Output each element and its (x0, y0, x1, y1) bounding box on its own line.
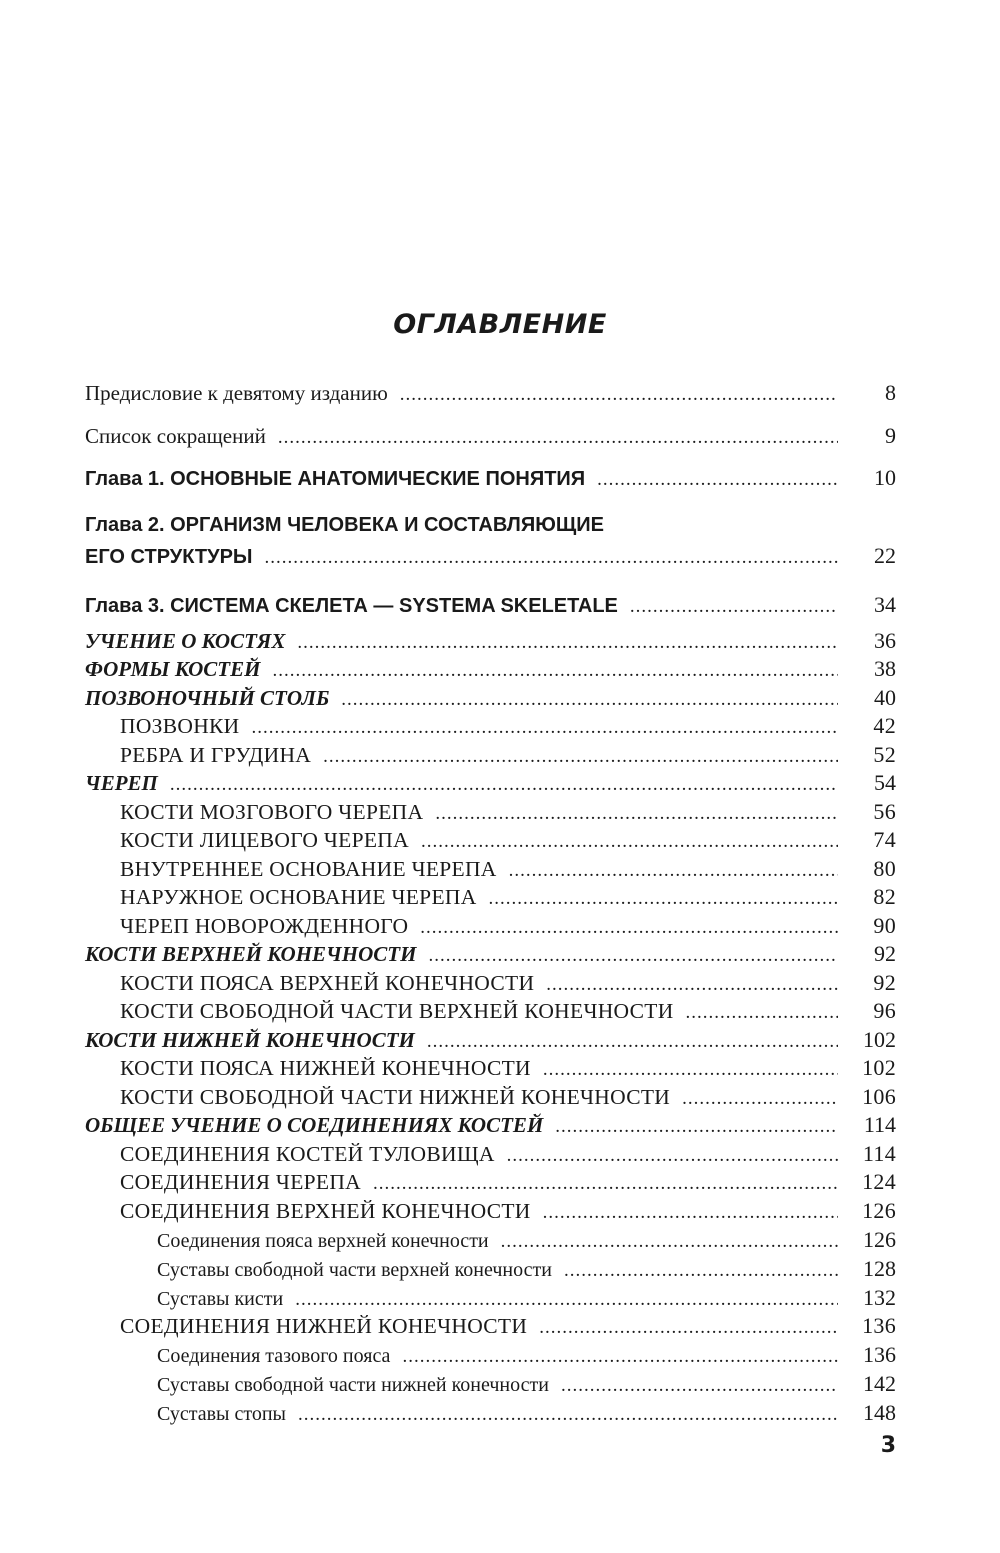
leader-dots (564, 1259, 838, 1282)
toc-entry-page: 38 (874, 656, 896, 681)
toc-entry[interactable] (0, 742, 1000, 768)
toc-entry-page: 142 (863, 1371, 896, 1396)
toc-entry[interactable] (0, 1313, 1000, 1339)
toc-entry-text: Соединения пояса верхней конечности (157, 1230, 489, 1252)
leader-dots (539, 1314, 838, 1339)
toc-entry-page: 92 (874, 941, 896, 966)
leader-dots (546, 971, 838, 996)
leader-dots (543, 1056, 838, 1081)
page-number: 3 (880, 1433, 896, 1458)
leader-dots (428, 942, 838, 967)
toc-entry-page: 114 (863, 1112, 896, 1137)
toc-entry[interactable] (0, 799, 1000, 825)
toc-entry-text: Суставы свободной части нижней конечности (157, 1374, 549, 1396)
toc-entry-page: 52 (873, 742, 896, 767)
leader-dots (272, 657, 838, 682)
toc-entry-page: 80 (873, 856, 896, 881)
leader-dots (373, 1170, 838, 1195)
toc-entry-page: 128 (863, 1256, 896, 1281)
toc-entry[interactable] (0, 884, 1000, 910)
toc-entry-text: КОСТИ СВОБОДНОЙ ЧАСТИ ВЕРХНЕЙ КОНЕЧНОСТИ (120, 999, 674, 1023)
toc-entry-text: КОСТИ ВЕРХНЕЙ КОНЕЧНОСТИ (85, 942, 417, 966)
leader-dots (561, 1374, 838, 1397)
toc-entry[interactable] (0, 1400, 1000, 1426)
toc-entry-page: 34 (874, 592, 896, 617)
toc-entry-text: СОЕДИНЕНИЯ ВЕРХНЕЙ КОНЕЧНОСТИ (120, 1199, 531, 1223)
toc-entry-chapter-2-line1[interactable]: Глава 2. ОРГАНИЗМ ЧЕЛОВЕКА И СОСТАВЛЯЮЩИЕ (85, 514, 604, 536)
toc-entry-chapter-2[interactable] (0, 543, 1000, 569)
toc-entry-text: ЧЕРЕП (85, 771, 158, 795)
toc-entry[interactable] (0, 941, 1000, 967)
leader-dots (427, 1028, 838, 1053)
toc-entry-page: 9 (885, 423, 896, 448)
leader-dots (501, 1230, 838, 1253)
toc-entry-text: КОСТИ ЛИЦЕВОГО ЧЕРЕПА (120, 828, 409, 852)
leader-dots (686, 999, 838, 1024)
leader-dots (435, 800, 838, 825)
toc-entry-text: КОСТИ НИЖНЕЙ КОНЕЧНОСТИ (85, 1028, 415, 1052)
toc-entry-page: 136 (862, 1313, 896, 1338)
toc-entry-text: КОСТИ СВОБОДНОЙ ЧАСТИ НИЖНЕЙ КОНЕЧНОСТИ (120, 1085, 671, 1109)
toc-entry-text: ЕГО СТРУКТУРЫ (85, 546, 253, 568)
toc-entry-page: 92 (873, 970, 896, 995)
toc-entry[interactable] (0, 970, 1000, 996)
toc-entry-page: 36 (874, 628, 896, 653)
leader-dots (543, 1199, 838, 1224)
toc-entry[interactable] (0, 656, 1000, 682)
toc-entry-text: СОЕДИНЕНИЯ НИЖНЕЙ КОНЕЧНОСТИ (120, 1314, 528, 1338)
leader-dots (297, 629, 838, 654)
toc-entry-chapter-3[interactable] (0, 592, 1000, 618)
toc-entry-text: РЕБРА И ГРУДИНА (120, 743, 312, 767)
toc-entry-text: ВНУТРЕННЕЕ ОСНОВАНИЕ ЧЕРЕПА (120, 857, 497, 881)
toc-entry-page: 148 (863, 1400, 896, 1425)
leader-dots (265, 546, 839, 569)
toc-entry-text: ПОЗВОНКИ (120, 714, 240, 738)
toc-entry[interactable] (0, 1371, 1000, 1397)
toc-entry[interactable] (0, 770, 1000, 796)
toc-entry[interactable] (0, 998, 1000, 1024)
toc-entry[interactable] (0, 1169, 1000, 1195)
toc-entry-text: НАРУЖНОЕ ОСНОВАНИЕ ЧЕРЕПА (120, 885, 477, 909)
toc-entry-text: Глава 3. СИСТЕМА СКЕЛЕТА — SYSTEMA SKELETALE (85, 595, 618, 617)
leader-dots (630, 595, 838, 618)
toc-entry[interactable] (0, 1141, 1000, 1167)
toc-entry-text: ОБЩЕЕ УЧЕНИЕ О СОЕДИНЕНИЯХ КОСТЕЙ (85, 1113, 544, 1137)
toc-entry-page: 40 (874, 685, 896, 710)
toc-entry[interactable] (0, 1055, 1000, 1081)
toc-entry-page: 132 (863, 1285, 896, 1310)
leader-dots (402, 1345, 838, 1368)
toc-entry[interactable] (0, 1342, 1000, 1368)
toc-entry-page: 22 (874, 543, 896, 568)
leader-dots (597, 468, 838, 491)
toc-entry-page: 114 (862, 1141, 896, 1166)
leader-dots (341, 686, 838, 711)
toc-entry-preface[interactable] (0, 380, 1000, 406)
toc-entry[interactable] (0, 1084, 1000, 1110)
toc-entry-page: 42 (873, 713, 896, 738)
toc-entry-page: 126 (862, 1198, 896, 1223)
toc-entry-page: 90 (873, 913, 896, 938)
toc-entry-text: СОЕДИНЕНИЯ ЧЕРЕПА (120, 1170, 361, 1194)
toc-entry-text: ПОЗВОНОЧНЫЙ СТОЛБ (85, 686, 330, 710)
toc-entry-text: Суставы кисти (157, 1288, 284, 1310)
toc-entry-text: КОСТИ МОЗГОВОГО ЧЕРЕПА (120, 800, 424, 824)
leader-dots (298, 1403, 838, 1426)
toc-entry-text: УЧЕНИЕ О КОСТЯХ (85, 629, 286, 653)
toc-entry-page: 96 (873, 998, 896, 1023)
toc-entry-abbreviations[interactable] (0, 423, 1000, 449)
toc-entry-text: Предисловие к девятому изданию (85, 381, 388, 405)
toc-entry[interactable] (0, 1227, 1000, 1253)
toc-entry-text: КОСТИ ПОЯСА НИЖНЕЙ КОНЕЧНОСТИ (120, 1056, 531, 1080)
leader-dots (421, 828, 838, 853)
toc-entry-page: 74 (873, 827, 896, 852)
leader-dots (295, 1288, 838, 1311)
toc-entry[interactable] (0, 1256, 1000, 1282)
leader-dots (489, 885, 838, 910)
leader-dots (507, 1142, 838, 1167)
toc-entry-page: 54 (874, 770, 896, 795)
toc-entry-text: Список сокращений (85, 424, 266, 448)
toc-entry-page: 126 (863, 1227, 896, 1252)
toc-entry-page: 8 (885, 380, 896, 405)
page-title: ОГЛАВЛЕНИЕ (393, 309, 607, 340)
toc-entry[interactable] (0, 628, 1000, 654)
toc-entry-text: Соединения тазового пояса (157, 1345, 391, 1367)
leader-dots (400, 381, 838, 406)
leader-dots (509, 857, 838, 882)
toc-entry-text: КОСТИ ПОЯСА ВЕРХНЕЙ КОНЕЧНОСТИ (120, 971, 535, 995)
toc-entry-page: 102 (863, 1027, 896, 1052)
leader-dots (252, 714, 839, 739)
toc-entry[interactable] (0, 685, 1000, 711)
toc-entry-text: Глава 1. ОСНОВНЫЕ АНАТОМИЧЕСКИЕ ПОНЯТИЯ (85, 468, 586, 490)
toc-entry-chapter-1[interactable] (0, 465, 1000, 491)
toc-entry-text: СОЕДИНЕНИЯ КОСТЕЙ ТУЛОВИЩА (120, 1142, 495, 1166)
toc-entry[interactable] (0, 827, 1000, 853)
leader-dots (278, 424, 838, 449)
toc-entry-page: 124 (862, 1169, 896, 1194)
toc-entry[interactable] (0, 1285, 1000, 1311)
leader-dots (682, 1085, 838, 1110)
toc-entry-text: Суставы стопы (157, 1403, 286, 1425)
leader-dots (555, 1113, 838, 1138)
leader-dots (170, 771, 838, 796)
leader-dots (323, 743, 838, 768)
toc-entry-page: 56 (873, 799, 896, 824)
toc-entry-page: 106 (862, 1084, 896, 1109)
toc-entry[interactable] (0, 913, 1000, 939)
toc-entry[interactable] (0, 1112, 1000, 1138)
toc-entry-text: ФОРМЫ КОСТЕЙ (85, 657, 261, 681)
leader-dots (420, 914, 838, 939)
toc-entry-text: Суставы свободной части верхней конечности (157, 1259, 552, 1281)
toc-entry-page: 10 (874, 465, 896, 490)
toc-entry-page: 82 (873, 884, 896, 909)
toc-entry[interactable] (0, 713, 1000, 739)
toc-entry-text: ЧЕРЕП НОВОРОЖДЕННОГО (120, 914, 409, 938)
toc-entry[interactable] (0, 856, 1000, 882)
toc-entry-page: 102 (862, 1055, 896, 1080)
toc-entry[interactable] (0, 1198, 1000, 1224)
toc-entry-page: 136 (863, 1342, 896, 1367)
toc-entry[interactable] (0, 1027, 1000, 1053)
